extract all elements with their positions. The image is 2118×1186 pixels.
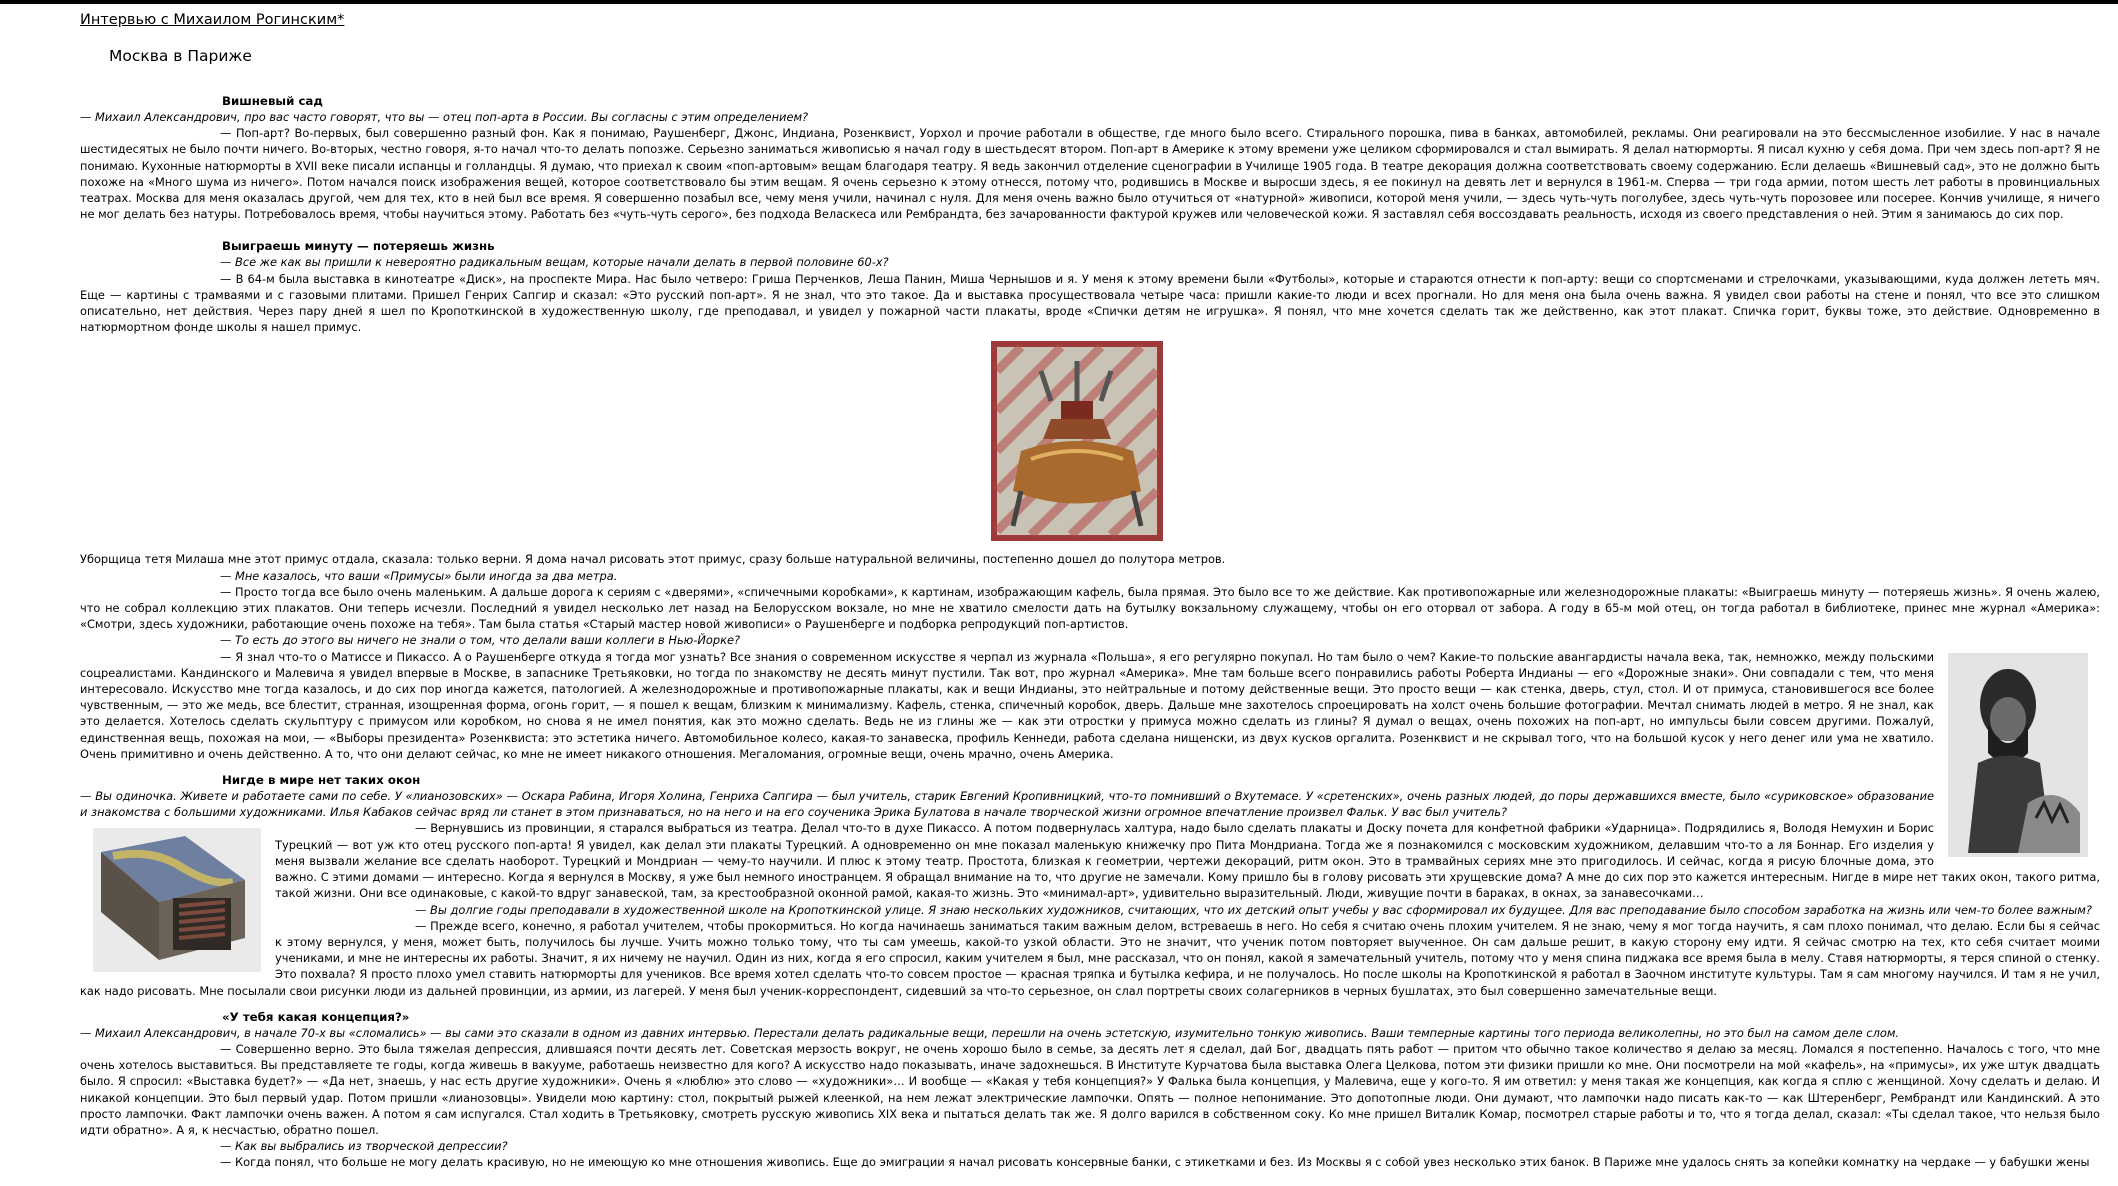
answer-paragraph: — Поп-арт? Во-первых, был совершенно разный фон. Как я понимаю, Раушенберг, Джонс, Индиана, Розенквист, Уорхол и прочие работали в обществе, где много было всего. Стирального порошка, пива в банках, автомобилей, рекламы. Они реагировали на это бессмысленное изобилие. У нас в начале шестидесятых не было почти ничего. Во-вторых, честно говоря, я-то начал что-то делать попозже. Серьезно заниматься живописью я начал году в шестьдесят втором. Поп-арт в Америке к этому времени уже целиком сформировался и стал вымирать. Я делал натюрморты. Я писал кухню у себя дома. При чем здесь поп-арт? Я не понимаю. Кухонные натюрморты в XVII веке писали испанцы и голландцы. Я думаю, что приехал к своим «поп-артовым» вещам благодаря театру. Я ведь закончил отделение сценографии в Училище 1905 года. В театре декорация должна соответствовать своему содержанию. Если делаешь «Вишневый сад», это не должно быть похоже на «Много шума из ничего». Потом начался поиск изображения вещей, которое соответствовало бы этим вещам. Я очень серьезно к этому отнесся, потому что, родившись в Москве и выросши здесь, я ее покинул на девять лет и вернулся в 1961-м. Сперва — три года армии, потом шесть лет работы в провинциальных театрах. Москва для меня оказалась другой, чем для тех, кто в ней был все время. Я совершенно позабыл все, чему меня учили, начинал с нуля. Для меня очень важно было отучиться от «натурной» живописи, которой меня учили, — здесь чуть-чуть поголубее, здесь чуть-чуть порозовее или посерее. Кончив училище, я ничего не мог делать без натуры. Потребовалось время, чтобы научиться этому. Работать без «чуть-чуть серого», без подхода Веласкеса или Рембрандта, без зачарованности фактурой кружев или человеческой кожи. Я заставлял себя воссоздавать реальность, исходя из своего представления о ней. Этим я занимаюсь до сих пор.	[80, 126, 2100, 222]
plain-paragraph: Уборщица тетя Милаша мне этот примус отдала, сказала: только верни. Я дома начал рисовать этот примус, сразу больше натуральной величины, постепенно дошел до полутора метров.	[80, 552, 1226, 567]
page-subtitle: Москва в Париже	[109, 47, 252, 65]
section-heading: Выиграешь минуту — потеряешь жизнь	[222, 239, 495, 254]
article-body	[80, 93, 2100, 1171]
question-paragraph: — Все же как вы пришли к невероятно радикальным вещам, которые начали делать в первой половине 60-х?	[220, 255, 889, 270]
artist-portrait-photo	[1948, 653, 2088, 857]
section-heading: «У тебя какая концепция?»	[222, 1009, 410, 1024]
primus-painting-image	[991, 341, 1163, 541]
answer-paragraph: — Вернувшись из провинции, я старался выбраться из театра. Делал что-то в духе Пикассо. А потом подвернулась халтура, надо было сделать плакаты и Доску почета для конфетной фабрики «Ударница». Подрядились я, Володя Немухин и Борис Турецкий — вот уж кто отец русского поп-арта! Я увидел, как делал эти плакаты Турецкий. А одновременно он мне показал маленькую книжечку про Пита Мондриана. Тогда же я познакомился с московским художником, делавшим что-то а ля Боннар. Его изделия у меня вызвали желание все сделать наоборот. Турецкий и Мондриан — чему-то научили. И плюс к этому театр. Простота, близкая к геометрии, чертежи декораций, ритм окон. Это в трамвайных сериях мне это пригодилось. И сейчас, когда я рисую блочные дома, это важно. С этими домами — интересно. Когда я вернулся в Москву, я уже был немного иностранцем. Я обращал внимание на то, что другие не замечали. Кому пришло бы в голову рисовать эти хрущевские дома? А мне до сих пор это кажется интересным. Нигде в мире нет таких окон, такого ритма, такой жизни. Они все одинаковые, с какой-то вдруг занавеской, там, за крестообразной оконной рамой, какая-то жизнь. Это «минимал-арт», удивительно выразительный. Люди, живущие почти в бараках, в окнах, за занавесочками…	[275, 821, 2100, 901]
question-paragraph: — Как вы выбрались из творческой депрессии?	[220, 1139, 508, 1154]
top-rule	[0, 0, 2118, 4]
answer-paragraph: — Прежде всего, конечно, я работал учителем, чтобы прокормиться. Но когда начинаешь заниматься таким важным делом, встреваешь в него. Но себя я считаю очень плохим учителем. Я не знаю, чему я мог тогда научить, я сам плохо понимал, что делаю. Если бы я сейчас к этому вернулся, у меня, может быть, получилось бы лучше. Учить можно только тому, что ты сам умеешь, какой-то узкой области. Это не значит, что ученик потом повторяет выученное. Он сам дальше решит, в какую сторону ему идти. Я сейчас смотрю на тех, кто себя считает моими учениками, и мне не интересны их работы. Значит, я их ничему не научил. Один из них, когда я его спросил, каким учителем я был, мне рассказал, что он понял, какой я замечательный учитель, потому что у меня спина пиджака все время была в мелу. Ставя натюрморты, я терся спиной о стенку. Это похвала? Я просто плохо умел ставить натюрморты для учеников. Все время хотел сделать что-то совсем простое — красная тряпка и бутылка кефира, и не получалось. Но после школы на Кропоткинской я работал в Заочном институте культуры. Там я сам многому научился. И там я не учил, как надо рисовать. Мне посылали свои рисунки люди из дальней провинции, из армии, из лагерей. У меня был ученик-корреспондент, сидевший за что-то серьезное, он слал портреты своих солагерников в черных бушлатах, это был совершенно замечательные вещи.	[80, 918, 2100, 998]
answer-paragraph: — В 64-м была выставка в кинотеатре «Диск», на проспекте Мира. Нас было четверо: Гриша Перченков, Леша Панин, Миша Чернышов и я. У меня к этому времени были «Футболы», которые и стараются отнести к поп-арту: вещи со спортсменами и стрелочками, указывающими, куда должен лететь мяч. Еще — картины с трамваями и с газовыми плитами. Пришел Генрих Сапгир и сказал: «Это русский поп-арт». Я не знал, что это такое. Да и выставка просуществовала четыре часа: пришли какие-то люди и всех прогнали. Но для меня она была очень важна. Я увидел свои работы на стене и понял, что все это слишком описательно, нет действия. Через пару дней я шел по Кропоткинской в художественную школу, где преподавал, и увидел у пожарной части плакаты, вроде «Спички детям не игрушка». Я понял, что мне хочется сделать так же действенно, как этот плакат. Спичка горит, буквы тоже, это действие. Одновременно в натюрмортном фонде школы я нашел примус.	[80, 271, 2100, 335]
question-paragraph: — Михаил Александрович, про вас часто говорят, что вы — отец поп-арта в России. Вы согласны с этим определением?	[80, 110, 809, 124]
question-paragraph: — То есть до этого вы ничего не знали о том, что делали ваши коллеги в Нью-Йорке?	[220, 633, 741, 648]
section-heading: Нигде в мире нет таких окон	[222, 773, 421, 788]
section-heading: Вишневый сад	[222, 94, 323, 108]
answer-paragraph: — Когда понял, что больше не могу делать красивую, но не имеющую ко мне отношения живопись. Еще до эмиграции я начал рисовать консервные банки, с этикетками и без. Из Москвы я с собой увез несколько этих банок. В Париже мне удалось снять за копейки комнатку на чердаке — у бабушки жены	[220, 1155, 2090, 1170]
matchbox-sculpture-image	[93, 828, 261, 972]
question-paragraph: — Вы долгие годы преподавали в художественной школе на Кропоткинской улице. Я знаю нескольких художников, считающих, что их детский опыт учебы у вас сформировал их будущее. Для вас преподавание было способом заработка на жизнь или чем-то более важным?	[415, 902, 2092, 917]
answer-paragraph: — Я знал что-то о Матиссе и Пикассо. А о Раушенберге откуда я тогда мог узнать? Все знания о современном искусстве я черпал из журнала «Польша», я его регулярно покупал. Но там было о чем? Какие-то польские авангардисты начала века, так, немножко, между польскими соцреалистами. Кандинского и Малевича я увидел впервые в Москве, в запаснике Третьяковки, но тогда по знакомству не десять минут пустили. Так вот, про журнал «Америка». Мне там больше всего понравились работы Роберта Индианы — его «Дорожные знаки». Они совпадали с тем, что меня интересовало. Искусство мне тогда казалось, и до сих пор иногда кажется, патологией. А железнодорожные и противопожарные плакаты, как и вещи Индианы, это нейтральные и потому действенные вещи. Это просто вещи — как стенка, дверь, стул, стол. И от примуса, становившегося все более чувственным, — это же медь, все блестит, странная, изощренная форма, огонь горит, — я пошел к вещам, близким к минимализму. Кафель, стенка, спичечный коробок, дверь. Дальше мне захотелось спроецировать на холст очень большие фотографии. Мечтал снимать людей в метро. Я не знал, как это делается. Хотелось сделать скульптуру с примусом или коробком, но снова я не имел понятия, как это можно сделать. Ведь не из глины же — как эти отростки у примуса можно сделать из глины? Я думал о вещах, очень похожих на поп-арт, но импульсы были совсем другими. Пожалуй, единственная вещь, похожая на мои, — «Выборы президента» Розенквиста: это эстетика ничего. Автомобильное колесо, какая-то занавеска, профиль Кеннеди, работа сделана нищенски, из двух кусков оргалита. Розенквист и не скрывал того, что на большой кусок у него денег или ума не хватило. Очень примитивно и очень действенно. А то, что они делают сейчас, ко мне не имеет никакого отношения. Мегаломания, огромные вещи, очень мрачно, очень Америка.	[80, 649, 1934, 761]
answer-paragraph: — Совершенно верно. Это была тяжелая депрессия, длившаяся почти десять лет. Советская мерзость вокруг, не очень хорошо было в семье, за десять лет я сделал, дай Бог, двадцать пять работ — притом что обычно такое количество я делаю за месяц. Ломался я постепенно. Началось с того, что мне очень хотелось выставиться. Вы представляете те годы, когда живешь в вакууме, работаешь неизвестно для кого? А искусство надо показывать, иначе задохнешься. В Институте Курчатова была выставка Олега Целкова, потом эти физики пришли ко мне. Они посмотрели на мой «кафель», на «примусы», их уже штук двадцать было. Я спросил: «Выставка будет?» — «Да нет, знаешь, у нас есть другие художники». Очень я «люблю» это слово — «художники»… И вообще — «Какая у тебя концепция?» У Фалька была концепция, у Малевича, еще у кого-то. Я им ответил: у меня такая же концепция, как когда я сплю с женщиной. Хочу сделать и делаю. И никакой концепции. Это был первый удар. Потом пришли «лианозовцы». Увидели мою картину: стол, покрытый рыжей клеенкой, на нем лежат электрические лампочки. Опять — полное непонимание. Это допотопные люди. Они думают, что лампочки надо писать как-то — как Штеренберг, Рембрандт или Кандинский. А это просто лампочки. Факт лампочки очень важен. А потом я сам испугался. Стал ходить в Третьяковку, смотреть русскую живопись XIX века и пытаться делать так же. Я долго варился в собственном соку. Ко мне пришел Виталик Комар, посмотрел старые работы и то, что я тогда делал, сказал: «Ты сделал такое, что нельзя было идти обратно». А я, к несчастью, обратно пошел.	[80, 1041, 2100, 1137]
question-paragraph: — Мне казалось, что ваши «Примусы» были иногда за два метра.	[220, 568, 618, 583]
question-paragraph: — Михаил Александрович, в начале 70-х вы «сломались» — вы сами это сказали в одном из давних интервью. Перестали делать радикальные вещи, перешли на очень эстетскую, изумительно тонкую живопись. Ваши темперные картины того периода великолепны, но это был на самом деле слом.	[80, 1025, 1900, 1040]
question-paragraph: — Вы одиночка. Живете и работаете сами по себе. У «лианозовских» — Оскара Рабина, Игоря Холина, Генриха Сапгира — был учитель, старик Евгений Кропивницкий, что-то помнивший о Вхутемасе. У «сретенских», очень разных людей, до поры державшихся вместе, было «суриковское» образование и знакомства с большими художниками. Илья Кабаков сейчас вряд ли станет в этом признаваться, но на него и на его соученика Эрика Булатова в начале творческой жизни огромное впечатление произвел Фальк. У вас был учитель?	[80, 789, 1934, 820]
answer-paragraph: — Просто тогда все было очень маленьким. А дальше дорога к сериям с «дверями», «спичечными коробками», к картинам, изображающим кафель, была прямая. Это было все то же действие. Как противопожарные или железнодорожные плакаты: «Выиграешь минуту — потеряешь жизнь». Я очень жалею, что не собрал коллекцию этих плакатов. Они теперь исчезли. Последний я увидел несколько лет назад на Белорусском вокзале, но мне не хватило смелости дать на бутылку вокзальному служащему, чтобы он его оторвал от забора. А году в 65-м мой отец, он тогда работал в библиотеке, принес мне журнал «Америка»: «Смотри, здесь художники, работающие очень похоже на тебя». Там была статья «Старый мастер новой живописи» о Раушенберге и подборка репродукций поп-артистов.	[80, 584, 2100, 632]
page-title[interactable]: Интервью с Михаилом Рогинским*	[80, 12, 345, 28]
